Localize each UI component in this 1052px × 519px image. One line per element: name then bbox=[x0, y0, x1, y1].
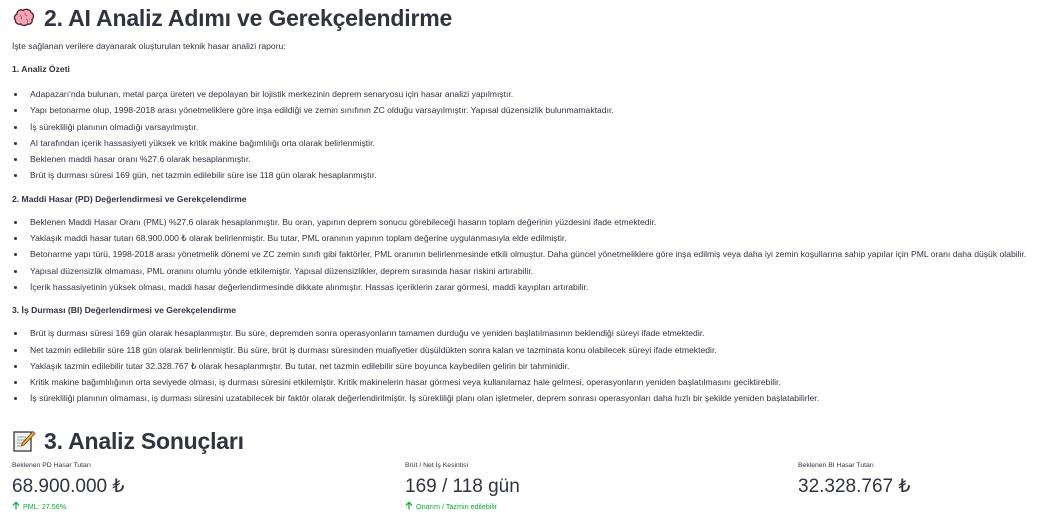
memo-icon bbox=[12, 429, 36, 453]
list-item: İş sürekliliği planının olmadığı varsayılmıştır. bbox=[12, 119, 1048, 135]
list-item: Betonarme yapı türü, 1998-2018 arası yönetmelik dönemi ve ZC zemin sınıfı gibi faktörler, PML oranının belirlenmesinde etkili olmuştur. Daha güncel yönetmeliklere göre inşa edilmiş veya daha iyi zemin koşullarına sahip yapılar için PML oranı daha düşük olabilir. bbox=[12, 246, 1048, 262]
ai-analysis-heading bbox=[12, 1, 1048, 35]
bi-heading: 3. İş Durması (BI) Değerlendirmesi ve Gerekçelendirme bbox=[12, 305, 237, 316]
results-title: 3. Analiz Sonuçları bbox=[44, 427, 244, 454]
list-item: İçerik hassasiyetinin yüksek olması, maddi hasar değerlendirmesinde dikkate alınmıştır. Hassas içeriklerin zarar görmesi, maddi kayıpları artırabilir. bbox=[12, 279, 1048, 295]
list-item: Brüt iş durması süresi 169 gün olarak hesaplanmıştır. Bu süre, depremden sonra operasyonların tamamen durduğu ve yeniden başlatılmasının beklendiği süreyi ifade etmektedir. bbox=[12, 325, 1048, 341]
list-item: Yapı betonarme olup, 1998-2018 arası yönetmeliklere göre inşa edildiği ve zemin sınıfının ZC olduğu varsayılmıştır. Yapısal düzensizlik bulunmamaktadır. bbox=[12, 102, 1048, 118]
list-item: İş sürekliliği planının olmaması, iş durması süresini uzatabilecek bir faktör olarak değerlendirilmiştir. İş sürekliliği planı olan işletmeler, deprem sonrası operasyonları daha hızlı bir şekilde yeniden başlatabilirler. bbox=[12, 390, 1048, 406]
metric-label: Beklenen PD Hasar Tutarı bbox=[12, 462, 91, 469]
pd-heading: 2. Maddi Hasar (PD) Değerlendirmesi ve Gerekçelendirme bbox=[12, 193, 247, 204]
metric-delta-text: PML: 27.56% bbox=[23, 502, 67, 511]
metrics-row bbox=[12, 462, 1048, 512]
arrow-up-icon bbox=[405, 501, 413, 512]
list-item: Beklenen maddi hasar oranı %27.6 olarak hesaplanmıştır. bbox=[12, 151, 1048, 167]
metric-delta bbox=[405, 501, 798, 512]
pd-list bbox=[12, 214, 1048, 295]
list-item: AI tarafından içerik hassasiyeti yüksek ve kritik makine bağımlılığı orta olarak belirlenmiştir. bbox=[12, 135, 1048, 151]
metric-pd-loss bbox=[12, 462, 405, 512]
summary-heading: 1. Analiz Özeti bbox=[12, 64, 70, 74]
metric-bi-duration bbox=[405, 462, 798, 512]
list-item: Net tazmin edilebilir süre 118 gün olarak belirlenmiştir. Bu süre, brüt iş durması süresinden muafiyetler düşüldükten sonra kalan ve tazminata konu olabilecek süreyi ifade etmektedir. bbox=[12, 342, 1048, 358]
metric-label: Beklenen BI Hasar Tutarı bbox=[798, 462, 874, 469]
list-item: Kritik makine bağımlılığının orta seviyede olması, iş durması süresini etkilemiştir. Kritik makinelerin hasar görmesi veya kullanılamaz hale gelmesi, operasyonların yeniden başlatılmasını geciktirebilir. bbox=[12, 374, 1048, 390]
metric-delta bbox=[12, 501, 405, 512]
metric-value: 68.900.000 ₺ bbox=[12, 476, 125, 497]
intro-text: İşte sağlanan verilere dayanarak oluşturulan teknik hasar analizi raporu: bbox=[12, 41, 286, 51]
list-item: Beklenen Maddi Hasar Oranı (PML) %27.6 olarak hesaplanmıştır. Bu oran, yapının deprem sonucu görebileceği hasarın toplam değerinin yüzdesini ifade etmektedir. bbox=[12, 214, 1048, 230]
metric-value: 32.328.767 ₺ bbox=[798, 476, 911, 497]
summary-list bbox=[12, 86, 1048, 184]
metric-value: 169 / 118 gün bbox=[405, 476, 520, 497]
ai-analysis-title: 2. AI Analiz Adımı ve Gerekçelendirme bbox=[44, 4, 453, 31]
arrow-up-icon bbox=[12, 501, 20, 512]
report-page bbox=[12, 0, 1048, 511]
bi-list bbox=[12, 325, 1048, 406]
results-heading bbox=[12, 424, 244, 458]
metric-delta-text: Onarım / Tazmin edilebilir bbox=[416, 502, 497, 511]
metric-bi-loss bbox=[798, 462, 1048, 512]
list-item: Adapazarı'nda bulunan, metal parça üreten ve depolayan bir lojistik merkezinin deprem senaryosu için hasar analizi yapılmıştır. bbox=[12, 86, 1048, 102]
list-item: Yaklaşık tazmin edilebilir tutar 32.328.767 ₺ olarak hesaplanmıştır. Bu tutar, net tazmin edilebilir süre boyunca kaybedilen gelirin bir tahminidir. bbox=[12, 358, 1048, 374]
metric-label: Brüt / Net İş Kesintisi bbox=[405, 462, 469, 469]
brain-icon bbox=[12, 6, 36, 30]
list-item: Yapısal düzensizlik olmaması, PML oranını olumlu yönde etkilemiştir. Yapısal düzensizlikler, deprem sırasında hasar riskini artırabilir. bbox=[12, 263, 1048, 279]
list-item: Brüt iş durması süresi 169 gün, net tazmin edilebilir süre ise 118 gün olarak hesaplanmıştır. bbox=[12, 167, 1048, 183]
list-item: Yaklaşık maddi hasar tutarı 68.900.000 ₺ olarak belirlenmiştir. Bu tutar, PML oranının yapının toplam değerine uygulanmasıyla elde edilmiştir. bbox=[12, 230, 1048, 246]
